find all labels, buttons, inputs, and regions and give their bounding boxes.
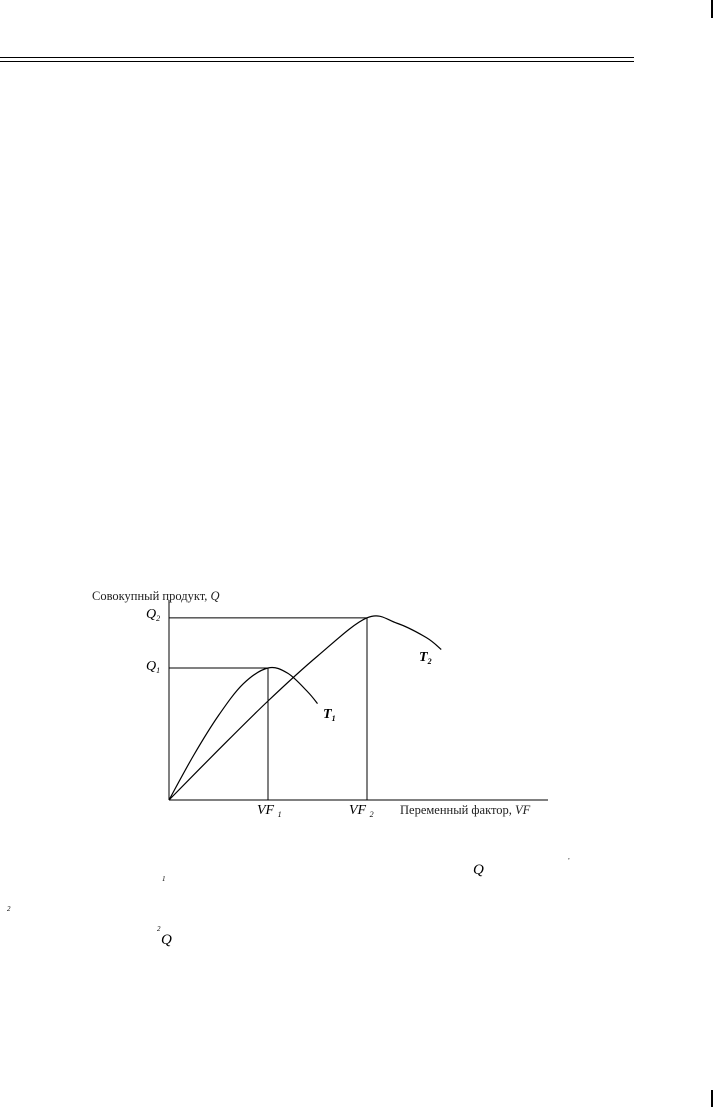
x-tick-vf2: VF $_2$ <box>349 803 374 819</box>
y-tick-q2: $Q_2$ <box>146 607 161 623</box>
fragment-sup-2: 2 <box>157 925 161 933</box>
y-tick-q1: $Q_1$ <box>146 659 161 675</box>
fragment-sub-2-left: 2 <box>7 905 11 913</box>
curve-t1 <box>169 667 318 800</box>
fragment-sub-1: 1 <box>162 875 166 883</box>
curve-label-t2: $T_2$ <box>419 650 432 666</box>
curve-t2 <box>169 616 441 800</box>
fragment-comma: , <box>568 853 570 861</box>
fragment-q-right: Q <box>473 862 484 878</box>
fragment-q-bottom: Q <box>161 932 172 948</box>
y-axis-label: Совокупный продукт, Q <box>92 589 220 603</box>
x-tick-vf1: VF $_1$ <box>257 803 282 819</box>
x-axis-label: Переменный фактор, VF <box>400 803 531 817</box>
curve-label-t1: $T_1$ <box>323 707 336 723</box>
